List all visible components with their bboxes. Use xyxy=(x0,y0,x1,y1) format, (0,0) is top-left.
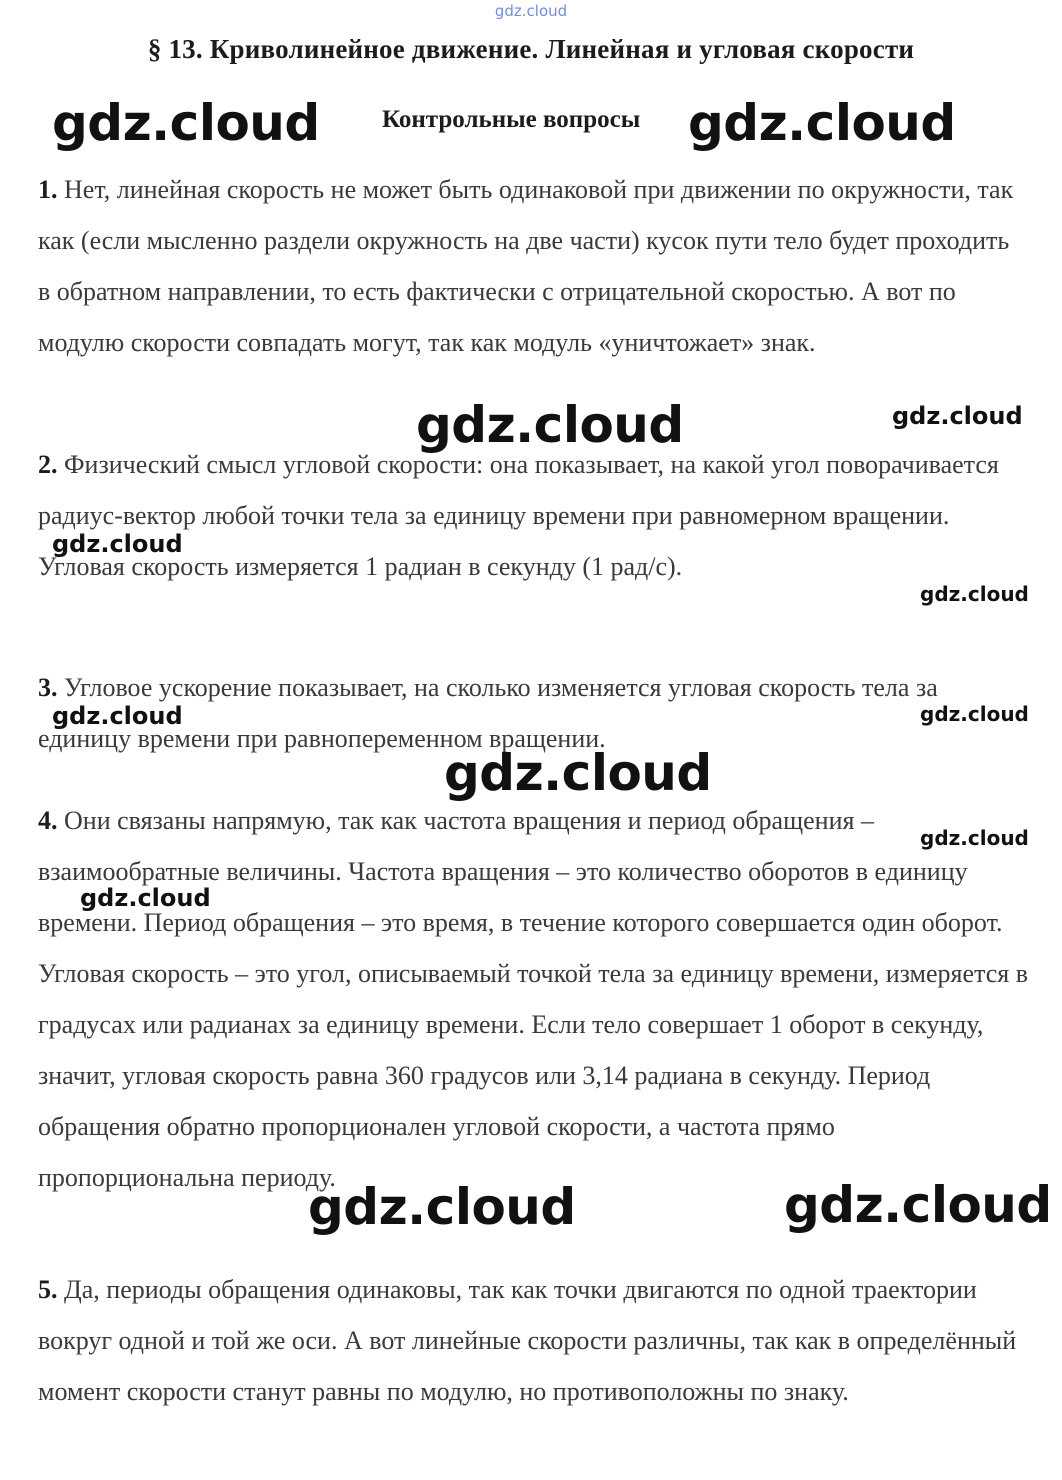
watermark-logo: gdz.cloud xyxy=(920,826,1029,850)
answer-text: Да, периоды обращения одинаковы, так как точки двигаются по одной траектории вокруг одной и той же оси. А вот линейные скорости различны, так как в определённый момент скорости станут равны по модулю, но противоположны по знаку. xyxy=(38,1275,1017,1406)
watermark-logo: gdz.cloud xyxy=(892,402,1023,430)
watermark-logo: gdz.cloud xyxy=(80,884,211,912)
answer-number: 1. xyxy=(38,175,58,204)
answer-text: Угловое ускорение показывает, на сколько изменяется угловая скорость тела за единицу времени при равнопеременном вращении. xyxy=(38,673,938,753)
answer-5 xyxy=(38,1264,1028,1417)
answer-4 xyxy=(38,795,1028,1203)
answer-1 xyxy=(38,164,1028,368)
watermark-logo: gdz.cloud xyxy=(52,530,183,558)
answer-number: 2. xyxy=(38,450,58,479)
answer-2 xyxy=(38,439,1028,592)
answer-text: Нет, линейная скорость не может быть одинаковой при движении по окружности, так как (если мысленно раздели окружность на две части) кусок пути тело будет проходить в обратном направлении, то есть фактически с отрицательной скоростью. А вот по модулю скорости совпадать могут, так как модуль «уничтожает» знак. xyxy=(38,175,1014,357)
answer-number: 5. xyxy=(38,1275,58,1304)
answer-number: 3. xyxy=(38,673,58,702)
watermark-logo: gdz.cloud xyxy=(444,744,712,802)
site-link[interactable]: gdz.cloud xyxy=(494,2,568,20)
answer-text: Они связаны напрямую, так как частота вращения и период обращения – взаимообратные величины. Частота вращения – это количество оборотов в единицу времени. Период обращения – это время, в течение которого совершается один оборот. Угловая скорость – это угол, описываемый точкой тела за единицу времени, измеряется в градусах или радианах за единицу времени. Если тело совершает 1 оборот в секунду, значит, угловая скорость равна 360 градусов или 3,14 радиана в секунду. Период обращения обратно пропорционален угловой скорости, а частота прямо пропорциональна периоду. xyxy=(38,806,1029,1192)
watermark-logo: gdz.cloud xyxy=(784,1176,1052,1234)
watermark-logo: gdz.cloud xyxy=(52,702,183,730)
watermark-logo: gdz.cloud xyxy=(920,702,1029,726)
watermark-logo: gdz.cloud xyxy=(416,396,684,454)
answer-text: Физический смысл угловой скорости: она показывает, на какой угол поворачивается радиус-вектор любой точки тела за единицу времени при равномерном вращении. Угловая скорость измеряется 1 радиан в секунду (1 рад/с). xyxy=(38,450,999,581)
watermark-logo: gdz.cloud xyxy=(308,1178,576,1236)
watermark-logo: gdz.cloud xyxy=(920,582,1029,606)
watermark-logo: gdz.cloud xyxy=(688,94,956,152)
section-subtitle: Контрольные вопросы xyxy=(382,106,641,133)
answer-number: 4. xyxy=(38,806,58,835)
watermark-logo: gdz.cloud xyxy=(52,94,320,152)
page-title: § 13. Криволинейное движение. Линейная и угловая скорости xyxy=(147,34,915,64)
